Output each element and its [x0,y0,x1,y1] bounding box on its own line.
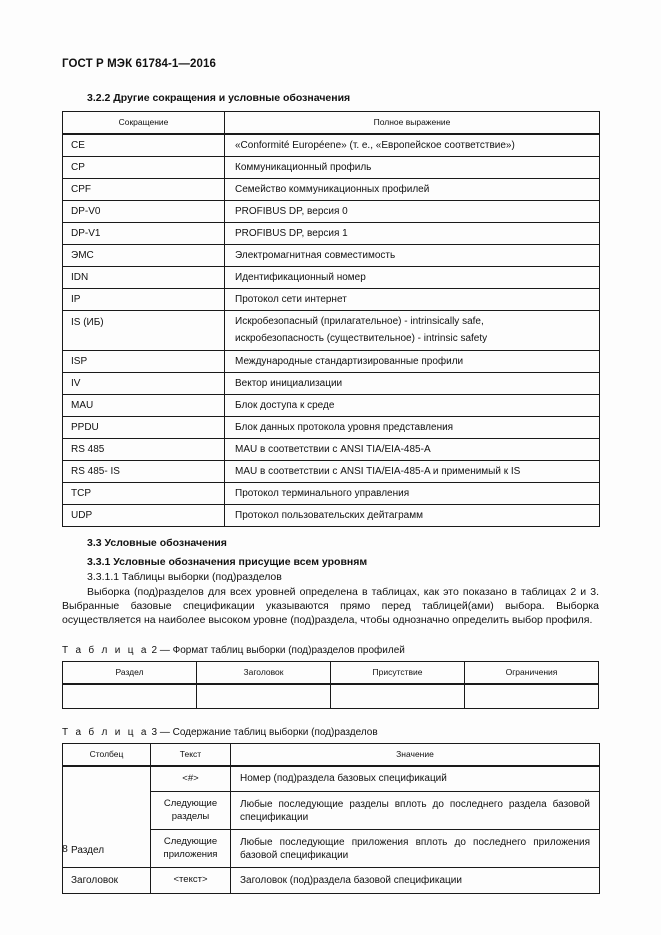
table3-caption-text: — Содержание таблиц выборки (под)разделов [159,726,378,738]
column-header-text: Текст [151,743,231,766]
abbrev-term: MAU [63,394,225,416]
abbrev-definition: «Conformité Européene» (т. е., «Европейское соответствие») [225,134,600,156]
abbrev-definition: Протокол сети интернет [225,288,600,310]
cell-text-line: разделы [171,810,210,822]
table-row [63,178,600,200]
table-row [63,288,600,310]
abbreviations-table [62,111,600,527]
abbrev-term: TCP [63,482,225,504]
abbrev-term: CP [63,156,225,178]
abbrev-definition [225,310,600,350]
section-heading-3-3-1-1: 3.3.1.1 Таблицы выборки (под)разделов [87,570,282,583]
column-header-section: Раздел [63,662,197,685]
cell-meaning: Любые последующие приложения вплоть до последнего приложения базовой спецификации [231,830,600,868]
abbrev-definition-line: искробезопасность (существительное) - intrinsic safety [235,332,488,344]
body-paragraph: Выборка (под)разделов для всех уровней определена в таблицах, как это показано в таблицах 2 и 3. Выбранные базовые спецификации указываются прямо перед таблицей(ами) выбора. Выборка осуществляется на наиболее высоком уровне (под)раздела, чтобы однозначно определить выбор профиля. [62,585,599,626]
abbrev-term: IS (ИБ) [63,310,225,350]
cell-text-line: приложения [163,848,218,860]
table2-caption-label: Т а б л и ц а [62,645,149,657]
abbrev-definition: Блок данных протокола уровня представления [225,416,600,438]
table-row [63,416,600,438]
table3-caption [62,727,599,738]
cell-meaning: Заголовок (под)раздела базовой спецификации [231,868,600,894]
section-heading-3-3: 3.3 Условные обозначения [87,536,227,549]
cell-text: <текст> [151,868,231,894]
table-row [63,134,600,156]
table-row [63,504,600,526]
abbrev-definition: PROFIBUS DP, версия 0 [225,200,600,222]
abbrev-term: UDP [63,504,225,526]
abbrev-term: CPF [63,178,225,200]
cell-section [63,684,197,708]
abbrev-definition-line: Искробезопасный (прилагательное) - intrinsically safe, [235,315,484,327]
table3-caption-label: Т а б л и ц а [62,726,149,738]
abbrev-definition: MAU в соответствии с ANSI TIA/EIA-485-A [225,438,600,460]
abbrev-definition: PROFIBUS DP, версия 1 [225,222,600,244]
abbrev-definition: Международные стандартизированные профили [225,350,600,372]
abbrev-term: DP-V0 [63,200,225,222]
page-number: 8 [62,843,68,855]
abbrev-definition: Протокол терминального управления [225,482,600,504]
table3-caption-number: 3 [151,726,158,738]
abbrev-definition: Семейство коммуникационных профилей [225,178,600,200]
abbrev-definition: Идентификационный номер [225,266,600,288]
abbrev-definition: Электромагнитная совместимость [225,244,600,266]
cell-presence [331,684,465,708]
abbrev-term: IV [63,372,225,394]
table-row [63,222,600,244]
table-header-row [63,662,599,685]
cell-meaning: Любые последующие разделы вплоть до последнего раздела базовой спецификации [231,792,600,830]
abbrev-definition: Коммуникационный профиль [225,156,600,178]
abbrev-term: DP-V1 [63,222,225,244]
table-row [63,482,600,504]
abbrev-term: PPDU [63,416,225,438]
abbrev-term: RS 485- IS [63,460,225,482]
abbrev-term: IDN [63,266,225,288]
table-row [63,766,600,792]
document-header: ГОСТ Р МЭК 61784-1—2016 [62,58,216,70]
table-row [63,394,600,416]
page-content [62,58,599,894]
cell-meaning: Номер (под)раздела базовых спецификаций [231,766,600,792]
table-header-row [63,112,600,135]
column-header-column: Столбец [63,743,151,766]
cell-text [151,792,231,830]
cell-column-name: Заголовок [63,868,151,894]
column-header-constraints: Ограничения [465,662,599,685]
cell-text [151,830,231,868]
table-row [63,156,600,178]
abbrev-term: RS 485 [63,438,225,460]
column-header-full-expression: Полное выражение [225,112,600,135]
table-row [63,310,600,350]
cell-text-line: Следующие [163,798,218,810]
table-row [63,200,600,222]
table-row [63,266,600,288]
table-row [63,684,599,708]
abbrev-term: ЭМС [63,244,225,266]
table-row [63,350,600,372]
table-row [63,460,600,482]
section-heading-3-3-1: 3.3.1 Условные обозначения присущие всем уровням [87,555,368,568]
table2-caption-text: — Формат таблиц выборки (под)разделов профилей [159,645,405,657]
cell-constraints [465,684,599,708]
cell-text: <#> [151,766,231,792]
table-row [63,868,600,894]
table-row [63,244,600,266]
cell-text-line: Следующие [163,836,218,848]
cell-title [197,684,331,708]
column-header-title: Заголовок [197,662,331,685]
abbrev-term: ISP [63,350,225,372]
table-row [63,438,600,460]
column-header-meaning: Значение [231,743,600,766]
column-header-abbreviation: Сокращение [63,112,225,135]
table3-selection-table-contents [62,743,600,895]
abbrev-definition: Протокол пользовательских дейтаграмм [225,504,600,526]
abbrev-definition: Вектор инициализации [225,372,600,394]
section-heading-3-2-2: 3.2.2 Другие сокращения и условные обозначения [87,92,351,104]
abbrev-definition: Блок доступа к среде [225,394,600,416]
table2-profile-selection-format [62,661,599,709]
column-header-presence: Присутствие [331,662,465,685]
table2-caption [62,645,599,656]
abbrev-definition: MAU в соответствии с ANSI TIA/EIA-485-A и применимый к IS [225,460,600,482]
table2-caption-number: 2 [151,645,158,657]
table-header-row [63,743,600,766]
cell-column-name: Раздел [63,766,151,868]
table-row [63,372,600,394]
abbrev-term: IP [63,288,225,310]
abbrev-term: CE [63,134,225,156]
